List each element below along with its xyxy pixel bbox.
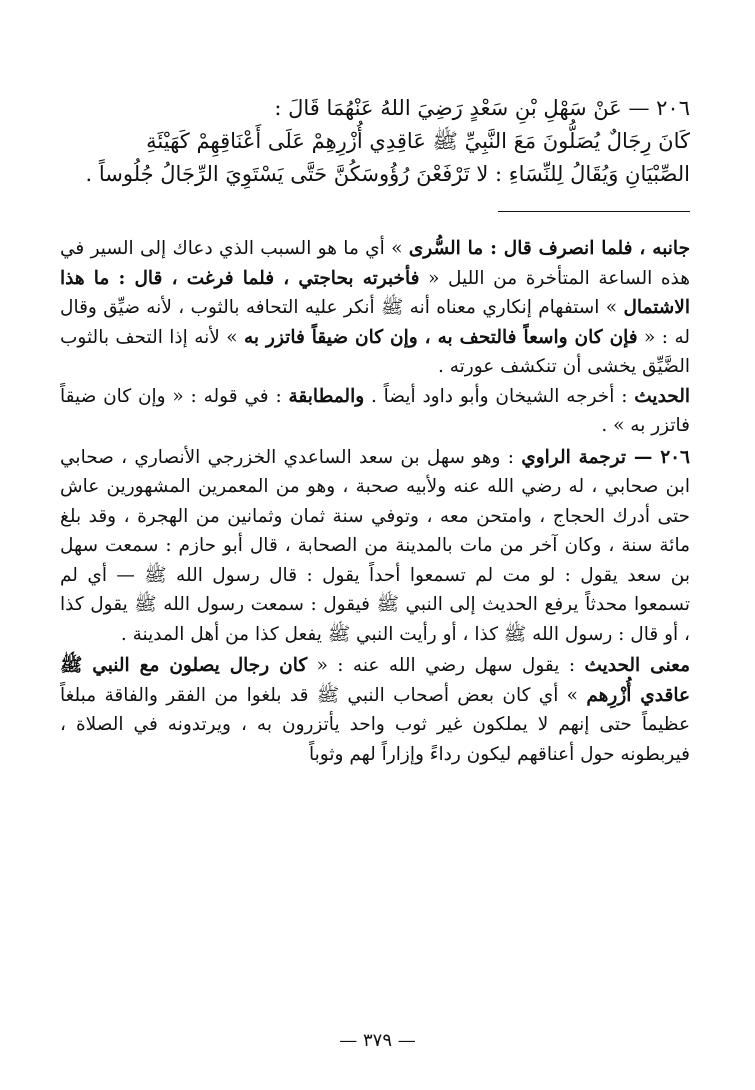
hadith-text (60, 92, 690, 191)
page-number: — ٣٧٩ — (339, 1030, 416, 1051)
bold-phrase: كان رجال يصلون مع النبي ﷺ عاقدي أُزْرِهم (60, 655, 691, 706)
narrator-biography (60, 443, 690, 650)
commentary-paragraph (60, 382, 690, 441)
hadith-line-1: ٢٠٦ — عَنْ سَهْلِ بْنِ سَعْدٍ رَضِيَ اللهُ عَنْهُمَا قَالَ : (274, 96, 690, 120)
section-heading: ٢٠٦ — ترجمة الراوي (521, 446, 690, 468)
commentary (60, 234, 690, 769)
commentary-paragraph (60, 234, 690, 382)
hadith-meaning (60, 651, 690, 769)
text-run: : في قوله : « وإن كان ضيقاً فاتزر به » . (60, 385, 690, 436)
bold-phrase: جانبه ، فلما انصرف قال : ما السُّرى (408, 238, 691, 259)
footnote-divider (498, 211, 690, 212)
bold-phrase: الحديث (634, 385, 690, 407)
bold-phrase: فإن كان واسعاً فالتحف به ، وإن كان ضيقاً فاتزر به (243, 326, 638, 348)
hadith-line-3: الصِّبْيَانِ وَيُقَالُ لِلنِّسَاءِ : لا تَرْفَعْنَ رُؤُوسَكُنَّ حَتَّى يَسْتَوِيَ الرِّجَالُ جُلُوساً . (85, 162, 690, 186)
text-run: » أي كان بعض أصحاب النبي ﷺ قد بلغوا من الفقر والفاقة مبلغاً عظيماً حتى إنهم لا يملكون غير ثوب واحد يأتزرون به ، ويرتدونه في الصلاة ، فيربطونه حول أعناقهم ليكون رداءً وإزاراً لهم وثوباً (60, 684, 690, 765)
bold-phrase: فأخبرته بحاجتي ، فلما فرغت ، قال : ما هذا الاشتمال (60, 267, 690, 318)
page-content (60, 92, 690, 769)
section-heading: معنى الحديث (584, 655, 690, 676)
bold-phrase: والمطابقة (288, 385, 365, 407)
text-run: : وهو سهل بن سعد الساعدي الخزرجي الأنصاري ، صحابي ابن صحابي ، له رضي الله عنه ولأبيه صحبة ، وهو من المعمرين المشهورين عاش حتى أدرك الحجاج ، وامتحن معه ، وتوفي سنة ثمان وثمانين من الهجرة ، وقد بلغ مائة سنة ، وكان آخر من مات بالمدينة من الصحابة ، قال أبو حازم : سمعت سهل بن سعد يقول : لو مت لم تسمعوا أحداً يقول : قال رسول الله ﷺ — أي لم تسمعوا محدثاً يرفع الحديث إلى النبي ﷺ فيقول : سمعت رسول الله ﷺ يقول كذا ، أو قال : رسول الله ﷺ كذا ، أو رأيت النبي ﷺ يفعل كذا من أهل المدينة . (60, 446, 690, 645)
text-run: » لأنه إذا التحف بالثوب الضَّيِّق يخشى أن تنكشف عورته . (60, 326, 690, 377)
text-run: : أخرجه الشيخان وأبو داود أيضاً . (364, 385, 635, 407)
hadith-line-2: كَانَ رِجَالٌ يُصَلُّونَ مَعَ النَّبِيِّ ﷺ عَاقِدِي أُزْرِهِمْ عَلَى أَعْنَاقِهِمْ كَهَيْئَةِ (146, 129, 690, 153)
text-run: » أي ما هو السبب الذي دعاك إلى السير في هذه الساعة المتأخرة من الليل « (60, 238, 690, 289)
text-run: : يقول سهل رضي الله عنه : « (307, 655, 585, 676)
text-run: » استفهام إنكاري معناه أنه ﷺ أنكر عليه التحافه بالثوب ، لأنه ضيِّق وقال له : « (60, 297, 690, 348)
